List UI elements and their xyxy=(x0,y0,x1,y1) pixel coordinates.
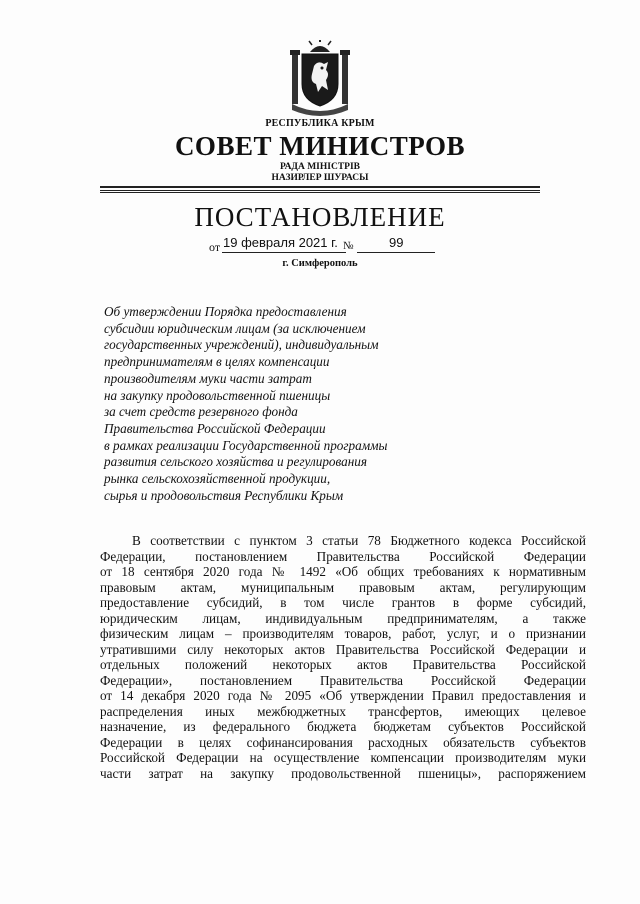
body-line: от 14 декабря 2020 года № 2095 «Об утверждении Правил предоставления и xyxy=(100,688,586,703)
title-line: сырья и продовольствия Республики Крым xyxy=(104,487,344,503)
body-line: от 18 сентября 2020 года № 1492 «Об общих требованиях к нормативным xyxy=(100,564,586,579)
title-line: в рамках реализации Государственной программы xyxy=(104,437,388,453)
decree-body xyxy=(100,533,586,781)
date-prefix: от xyxy=(209,240,221,254)
body-line: физическим лицам – производителям товаров, работ, услуг, и о признании xyxy=(100,626,586,641)
crimea-coat-of-arms-icon xyxy=(288,40,352,116)
body-line: Федерации, постановлением Правительства Российской Федерации xyxy=(100,548,586,564)
title-line: Правительства Российской Федерации xyxy=(104,420,326,436)
decree-title xyxy=(104,304,464,504)
body-line: утратившими силу некоторых актов Правительства Российской Федерации и xyxy=(100,641,586,657)
title-line: развития сельского хозяйства и регулирования xyxy=(104,454,368,470)
title-line: предпринимателям в целях компенсации xyxy=(104,354,330,370)
body-line: отдельных положений некоторых актов Правительства Российской xyxy=(100,657,586,672)
body-line: правовым актам, муниципальным правовым актам, регулирующим xyxy=(100,579,586,595)
date-underline xyxy=(222,252,346,253)
body-line: предоставление субсидий, в том числе грантов в форме субсидий, xyxy=(100,595,586,610)
council-name-crimean-tatar: НАЗИРЛЕР ШУРАСЫ xyxy=(271,173,369,183)
council-name-translations xyxy=(0,162,640,184)
title-line: производителям муки части затрат xyxy=(104,370,312,386)
body-line: назначение, из федерального бюджета бюджетам субъектов Российской xyxy=(100,719,586,734)
body-line: Российской Федерации на осуществление компенсации производителям муки xyxy=(100,750,586,765)
header-divider xyxy=(100,190,540,191)
body-line: В соответствии с пунктом 3 статьи 78 Бюджетного кодекса Российской xyxy=(132,533,586,548)
header-divider xyxy=(100,192,540,193)
title-line: рынка сельскохозяйственной продукции, xyxy=(104,471,331,487)
council-name: СОВЕТ МИНИСТРОВ xyxy=(174,131,466,161)
city: г. Симферополь xyxy=(282,258,358,269)
decree-number: 99 xyxy=(389,235,404,250)
document-type: ПОСТАНОВЛЕНИЕ xyxy=(194,202,446,232)
body-line: распределения иных межбюджетных трансфертов, имеющих целевое xyxy=(100,703,586,719)
title-line: Об утверждении Порядка предоставления xyxy=(104,304,347,319)
number-sign: № xyxy=(343,240,354,252)
body-line: Федерации», постановлением Правительства Российской Федерации xyxy=(100,672,586,688)
body-line: части затрат на закупку продовольственной пшеницы», распоряжением xyxy=(100,765,586,781)
number-underline xyxy=(357,252,435,253)
title-line: субсидии юридическим лицам (за исключением xyxy=(104,320,366,336)
title-line: на закупку продовольственной пшеницы xyxy=(104,387,331,403)
council-name-ukrainian: РАДА МІНІСТРІВ xyxy=(279,162,360,172)
title-line: за счет средств резервного фонда xyxy=(104,404,298,420)
decree-date-line xyxy=(209,235,439,255)
body-line: юридическим лицам, индивидуальным предпринимателям, а также xyxy=(100,610,586,626)
body-line: Федерации в целях софинансирования расходных обязательств субъектов xyxy=(100,734,586,750)
republic-name: РЕСПУБЛИКА КРЫМ xyxy=(265,118,375,129)
header-divider xyxy=(100,186,540,188)
title-line: государственных учреждений), индивидуальным xyxy=(104,337,379,353)
decree-date: 19 февраля 2021 г. xyxy=(223,235,338,250)
